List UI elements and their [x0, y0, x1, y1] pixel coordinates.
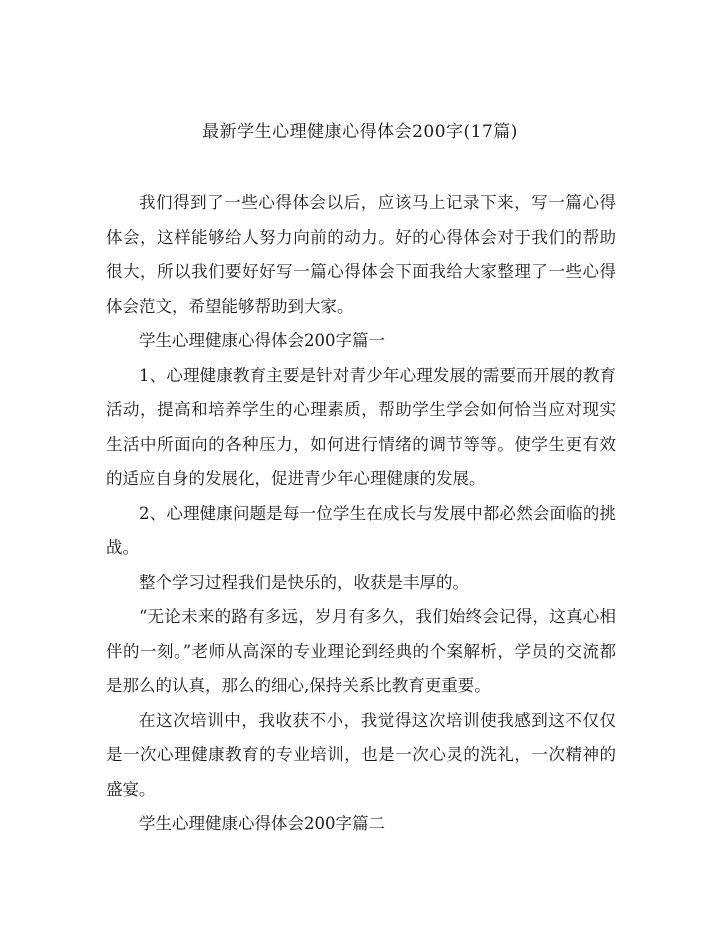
- body-paragraph: 2、心理健康问题是每一位学生在成长与发展中都必然会面临的挑战。: [106, 503, 616, 557]
- body-paragraph: 1、心理健康教育主要是针对青少年心理发展的需要而开展的教育活动，提高和培养学生的心理素质，帮助学生学会如何恰当应对现实生活中所面向的各种压力，如何进行情绪的调节等等。使学生更有效的适应自身的发展化，促进青少年心理健康的发展。: [106, 365, 616, 488]
- body-paragraph: 在这次培训中，我收获不小，我觉得这次培训使我感到这不仅仅是一次心理健康教育的专业培训，也是一次心灵的洗礼，一次精神的盛宴。: [106, 710, 616, 799]
- document-body: [106, 186, 616, 842]
- section-heading-1: 学生心理健康心得体会200字篇一: [139, 331, 385, 350]
- document-title: 最新学生心理健康心得体会200字(17篇): [202, 122, 518, 142]
- intro-paragraph: 我们得到了一些心得体会以后，应该马上记录下来，写一篇心得体会，这样能够给人努力向前的动力。好的心得体会对于我们的帮助很大，所以我们要好好写一篇心得体会下面我给大家整理了一些心得体会范文，希望能够帮助到大家。: [106, 193, 616, 316]
- body-paragraph: “无论未来的路有多远，岁月有多久，我们始终会记得，这真心相伴的一刻。”老师从高深的专业理论到经典的个案解析，学员的交流都是那么的认真，那么的细心,保持关系比教育更重要。: [106, 607, 616, 695]
- section-heading-2: 学生心理健康心得体会200字篇二: [139, 814, 385, 833]
- body-paragraph: 整个学习过程我们是快乐的，收获是丰厚的。: [139, 572, 469, 592]
